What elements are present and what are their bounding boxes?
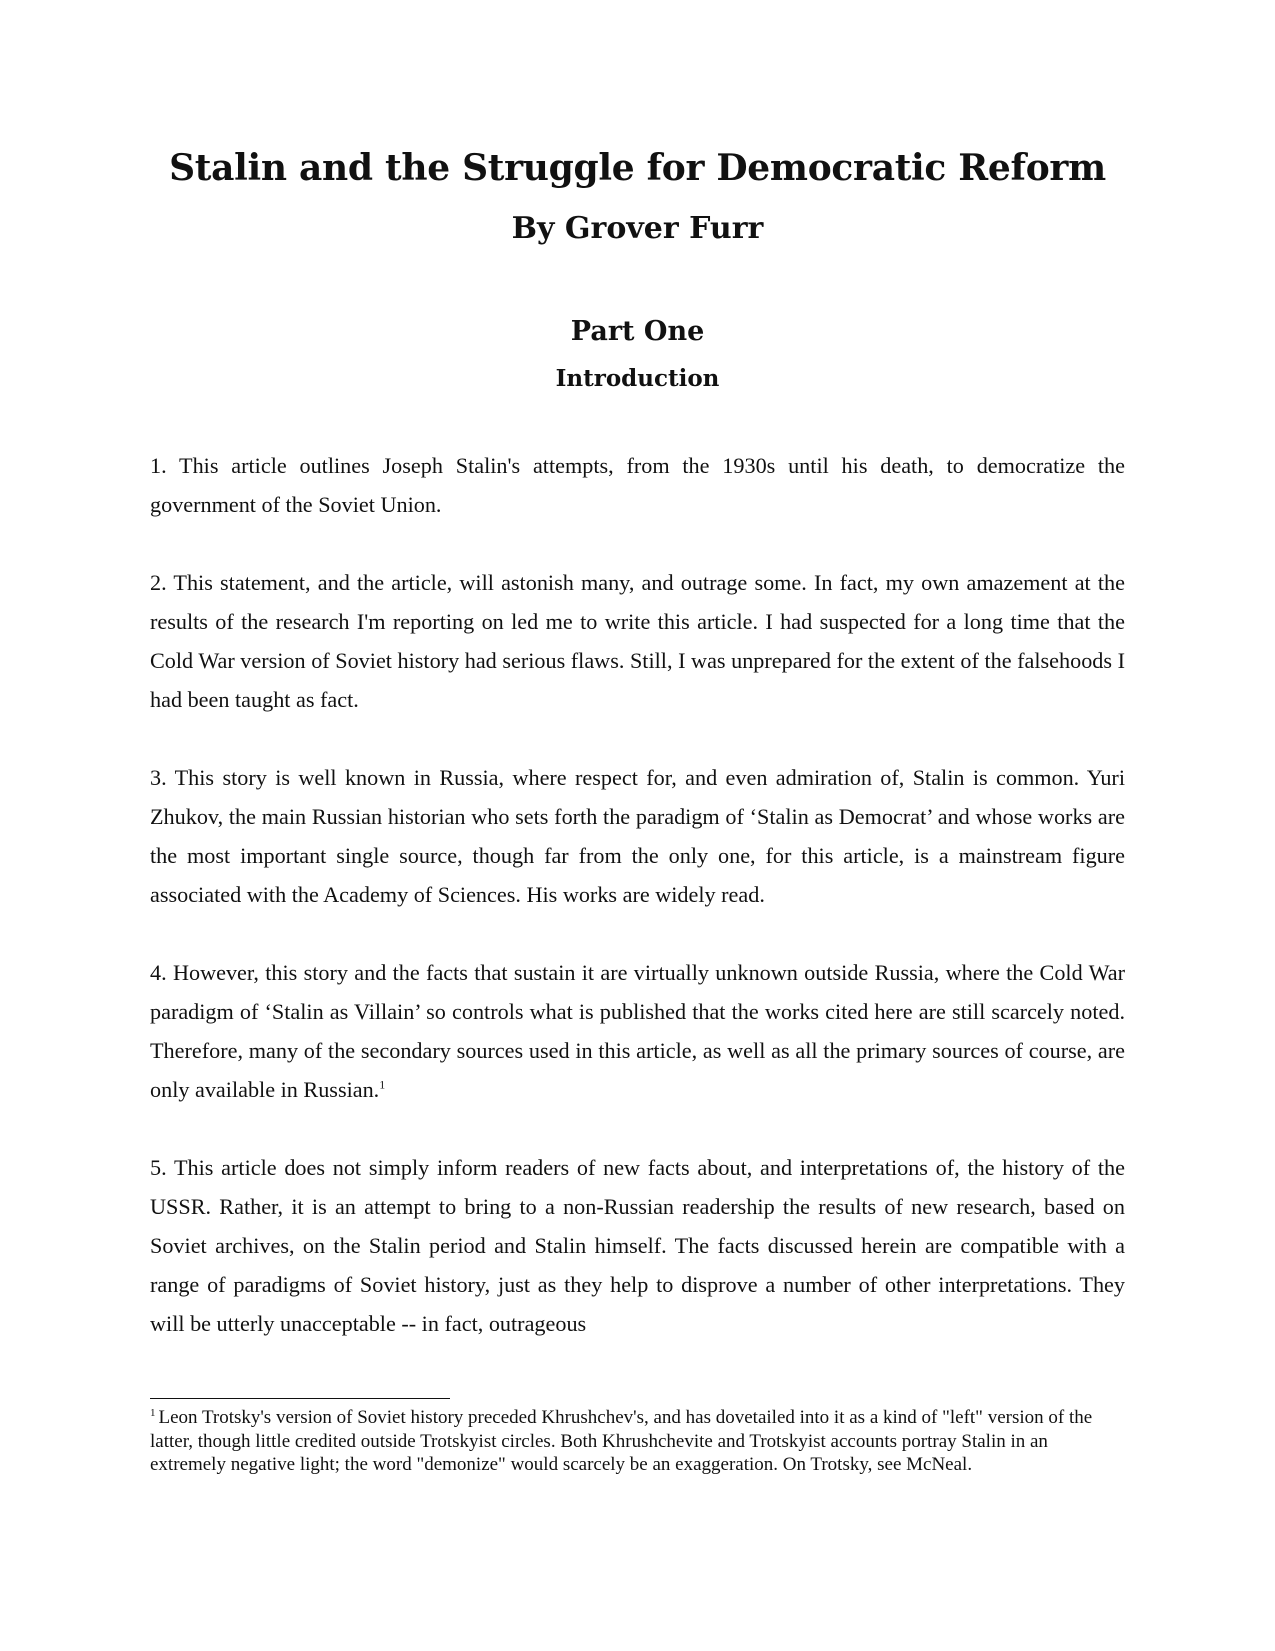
paragraph-text: 5. This article does not simply inform readers of new facts about, and interpretations of, the history of the USSR. Rather, it is an attempt to bring to a non-Russian readership the results of new research, based on Soviet archives, on the Stalin period and Stalin himself. The facts discussed herein are compatible with a range of paradigms of Soviet history, just as they help to disprove a number of other interpretations. They will be utterly unacceptable -- in fact, outrageous	[150, 1155, 1125, 1336]
footnote-mark: 1	[150, 1406, 156, 1419]
author-byline: By Grover Furr	[511, 211, 764, 246]
article-body	[150, 446, 1125, 1343]
footnote-reference[interactable]: 1	[379, 1077, 386, 1092]
paragraph-text: 1. This article outlines Joseph Stalin's attempts, from the 1930s until his death, to democratize the government of the Soviet Union.	[150, 453, 1125, 517]
paragraph-text: 3. This story is well known in Russia, where respect for, and even admiration of, Stalin is common. Yuri Zhukov, the main Russian historian who sets forth the paradigm of ‘Stalin as Democrat’ and whose works are the most important single source, though far from the only one, for this article, is a mainstream figure associated with the Academy of Sciences. His works are widely read.	[150, 765, 1125, 907]
paragraph	[150, 953, 1125, 1109]
paragraph	[150, 758, 1125, 914]
part-heading: Part One	[570, 316, 705, 347]
paragraph-text: 4. However, this story and the facts that sustain it are virtually unknown outside Russia, where the Cold War paradigm of ‘Stalin as Villain’ so controls what is published that the works cited here are still scarcely noted. Therefore, many of the secondary sources used in this article, as well as all the primary sources of course, are only available in Russian.	[150, 960, 1125, 1102]
footnote	[150, 1406, 1125, 1477]
paragraph-text: 2. This statement, and the article, will astonish many, and outrage some. In fact, my own amazement at the results of the research I'm reporting on led me to write this article. I had suspected for a long time that the Cold War version of Soviet history had serious flaws. Still, I was unprepared for the extent of the falsehoods I had been taught as fact.	[150, 570, 1125, 712]
footnote-text: Leon Trotsky's version of Soviet history preceded Khrushchev's, and has dovetailed into it as a kind of "left" version of the latter, though little credited outside Trotskyist circles. Both Khrushchevite and Trotskyist accounts portray Stalin in an extremely negative light; the word "demonize" would scarcely be an exaggeration. On Trotsky, see McNeal.	[150, 1407, 1093, 1475]
paragraph	[150, 563, 1125, 719]
paragraph	[150, 1148, 1125, 1343]
footnote-divider	[150, 1398, 450, 1399]
paragraph	[150, 446, 1125, 524]
page-title: Stalin and the Struggle for Democratic Reform	[169, 147, 1106, 189]
footnotes	[150, 1406, 1125, 1477]
section-heading: Introduction	[555, 365, 720, 392]
